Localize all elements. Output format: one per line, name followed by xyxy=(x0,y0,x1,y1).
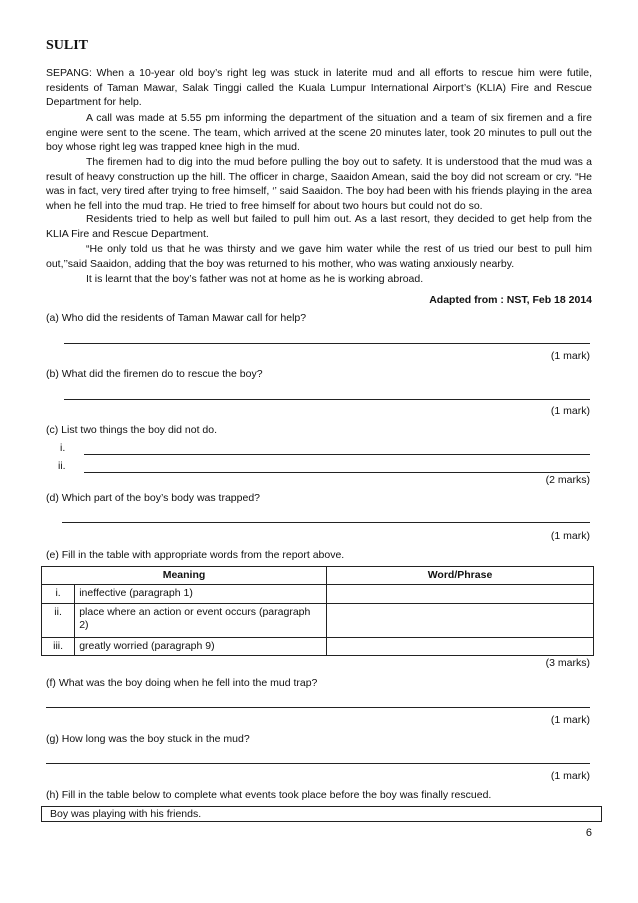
question-a: (a) Who did the residents of Taman Mawar call for help? xyxy=(46,312,307,324)
row-meaning: ineffective (paragraph 1) xyxy=(75,585,327,604)
mark-a: (1 mark) xyxy=(550,350,590,362)
document-header: SULIT xyxy=(46,38,89,53)
mark-d: (1 mark) xyxy=(550,530,590,542)
column-header-meaning: Meaning xyxy=(42,567,327,585)
answer-line-a[interactable] xyxy=(64,343,590,344)
question-f: (f) What was the boy doing when he fell into the mud trap? xyxy=(46,677,318,689)
table-row xyxy=(42,637,594,656)
mark-g: (1 mark) xyxy=(550,770,590,782)
question-h: (h) Fill in the table below to complete what events took place before the boy was finally rescued. xyxy=(46,789,492,801)
answer-line-c-i[interactable] xyxy=(84,454,590,455)
table-row xyxy=(42,603,594,637)
passage-paragraph-4: Residents tried to help as well but failed to pull him out. As a last resort, they decided to get help from the KLIA Fire and Rescue Department. xyxy=(46,213,592,240)
list-number-c-ii: ii. xyxy=(58,460,66,472)
answer-cell[interactable] xyxy=(327,637,594,656)
question-c: (c) List two things the boy did not do. xyxy=(46,424,218,436)
question-e: (e) Fill in the table with appropriate words from the report above. xyxy=(46,549,345,561)
meaning-table xyxy=(41,566,594,656)
answer-cell[interactable] xyxy=(327,603,594,637)
column-header-word-phrase: Word/Phrase xyxy=(327,567,594,585)
passage-paragraph-2: A call was made at 5.55 pm informing the department of the situation and a team of six firemen and a fire engine were sent to the scene. The team, which arrived at the scene 20 minutes later, took 20 minutes to pull out the boy whose right leg was trapped knee high in the mud. xyxy=(46,112,592,154)
question-d: (d) Which part of the boy’s body was trapped? xyxy=(46,492,261,504)
row-number: i. xyxy=(42,585,75,604)
passage-paragraph-5: “He only told us that he was thirsty and we gave him water while the rest of us tried our best to pull him out,’’said Saaidon, adding that the boy was returned to his mother, who was wating anxiously nearby. xyxy=(46,243,592,270)
mark-f: (1 mark) xyxy=(550,714,590,726)
answer-cell[interactable] xyxy=(327,585,594,604)
answer-line-d[interactable] xyxy=(62,522,590,523)
event-text: Boy was playing with his friends. xyxy=(50,808,202,820)
row-meaning: place where an action or event occurs (paragraph 2) xyxy=(75,603,327,637)
answer-line-c-ii[interactable] xyxy=(84,472,590,473)
answer-line-b[interactable] xyxy=(64,399,590,400)
page-number: 6 xyxy=(585,827,592,839)
passage-paragraph-1: SEPANG: When a 10-year old boy’s right leg was stuck in laterite mud and all efforts to rescue him were futile, residents of Taman Mawar, Salak Tinggi called the Kuala Lumpur International Airport’s (KLIA) Fire and Rescue Department for help. xyxy=(46,67,592,109)
question-g: (g) How long was the boy stuck in the mud? xyxy=(46,733,250,745)
answer-line-f[interactable] xyxy=(46,707,590,708)
source-citation: Adapted from : NST, Feb 18 2014 xyxy=(429,294,592,306)
mark-b: (1 mark) xyxy=(550,405,590,417)
event-box-1 xyxy=(41,806,602,822)
list-number-c-i: i. xyxy=(60,442,66,454)
mark-c: (2 marks) xyxy=(545,474,590,486)
row-number: iii. xyxy=(42,637,75,656)
row-meaning: greatly worried (paragraph 9) xyxy=(75,637,327,656)
row-number: ii. xyxy=(42,603,75,637)
answer-line-g[interactable] xyxy=(46,763,590,764)
mark-e: (3 marks) xyxy=(545,657,590,669)
table-row xyxy=(42,585,594,604)
passage-paragraph-3: The firemen had to dig into the mud before pulling the boy out to safety. It is understood that the mud was a result of heavy construction up the hill. The officer in charge, Saaidon Amean, said the boy did not scream or cry. “He was in fact, very tired after trying to free himself, ‘’ said Saaidon. The boy had been with his friends playing in the area when he fell into the mud trap. He tried to free himself for about two hours but could not do so. xyxy=(46,156,592,212)
passage-paragraph-6: It is learnt that the boy’s father was not at home as he is working abroad. xyxy=(86,273,424,285)
question-b: (b) What did the firemen do to rescue the boy? xyxy=(46,368,263,380)
